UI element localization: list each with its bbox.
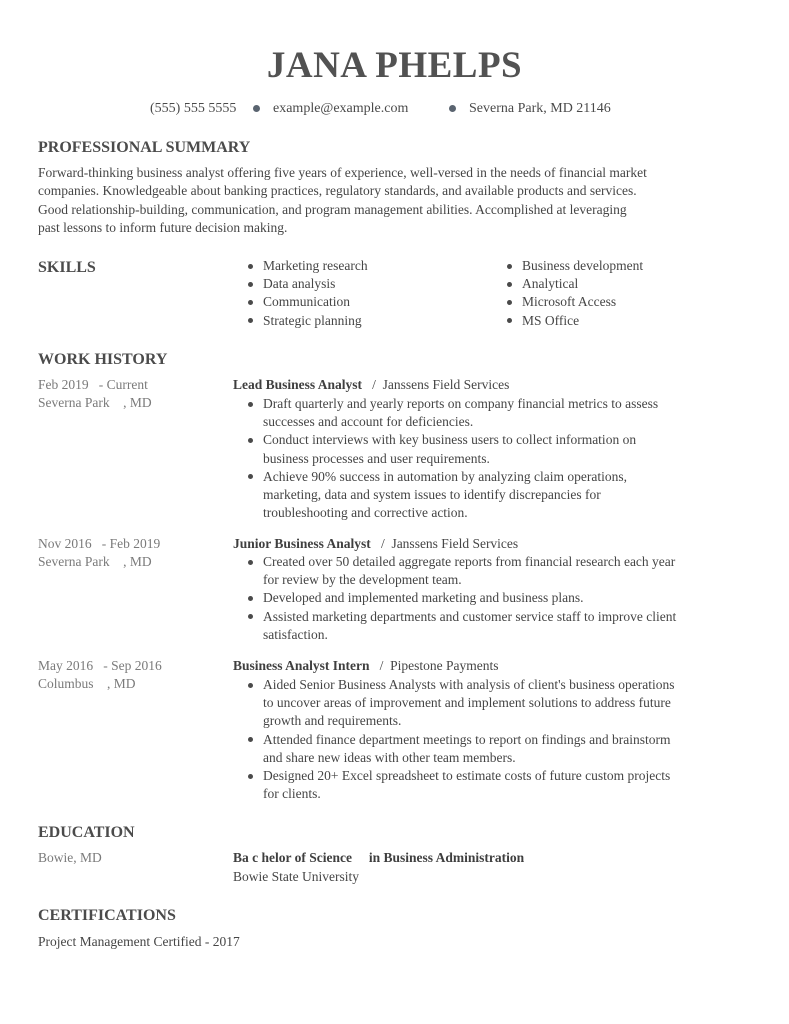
- job-title-line: [233, 535, 518, 553]
- skill-item: Microsoft Access: [502, 293, 742, 311]
- job-bullet: Conduct interviews with key business users to collect information on business processes and user requirements.: [243, 431, 683, 467]
- job-bullets: [243, 553, 683, 644]
- job-bullet: Assisted marketing departments and customer service staff to improve client satisfaction.: [243, 608, 683, 644]
- job-bullet: Designed 20+ Excel spreadsheet to estimate costs of future custom projects for clients.: [243, 767, 683, 803]
- skill-item: Analytical: [502, 275, 742, 293]
- summary-text: Forward-thinking business analyst offering five years of experience, well-versed in the needs of financial market companies. Knowledgeable about banking practices, regulatory standards, and available products and services. Good relationship-building, communication, and program management abilities. Accomplished at leveraging past lessons to inform future decision making.: [38, 165, 647, 236]
- skill-item: MS Office: [502, 312, 742, 330]
- skill-item: Data analysis: [243, 275, 483, 293]
- job-location: Columbus , MD: [38, 676, 136, 691]
- skill-item: Strategic planning: [243, 312, 483, 330]
- job-role: Lead Business Analyst: [233, 377, 363, 392]
- job-location: Severna Park , MD: [38, 395, 152, 410]
- education-degree: [233, 849, 524, 867]
- job-title-line: [233, 657, 499, 675]
- skills-heading: SKILLS: [38, 259, 96, 276]
- skills-list-right: [502, 257, 742, 330]
- education-location: Bowie, MD: [38, 850, 102, 865]
- job-company: / Pipestone Payments: [369, 658, 499, 673]
- phone-number: (555) 555 5555: [150, 101, 237, 116]
- skill-item: Marketing research: [243, 257, 483, 275]
- job-title-line: [233, 376, 509, 394]
- skill-item: Communication: [243, 293, 483, 311]
- job-bullets: [243, 395, 683, 522]
- candidate-name: JANA PHELPS: [266, 45, 523, 86]
- job-bullet: Achieve 90% success in automation by analyzing claim operations, marketing, data and system issues to identify discrepancies for troubleshooting and corrective action.: [243, 468, 683, 523]
- job-dates: Feb 2019 - Current: [38, 377, 148, 392]
- job-bullet: Draft quarterly and yearly reports on company financial metrics to assess successes and account for deficiencies.: [243, 395, 683, 431]
- job-dates: May 2016 - Sep 2016: [38, 658, 162, 673]
- location: Severna Park, MD 21146: [469, 101, 611, 116]
- job-dates: Nov 2016 - Feb 2019: [38, 536, 161, 551]
- degree-name: Ba c helor of Science in Business Administration: [233, 850, 525, 865]
- separator-dot-icon: [253, 99, 260, 119]
- skills-list-left: [243, 257, 483, 330]
- job-bullet: Attended finance department meetings to report on findings and brainstorm and share new ideas with other team members.: [243, 731, 683, 767]
- education-school: Bowie State University: [233, 869, 359, 884]
- job-bullet: Aided Senior Business Analysts with analysis of client's business operations to uncover areas of improvement and implement solutions to address future growth and requirements.: [243, 676, 683, 731]
- job-role: Junior Business Analyst: [233, 536, 371, 551]
- email-address: example@example.com: [273, 101, 409, 116]
- certifications-heading: CERTIFICATIONS: [38, 907, 176, 924]
- job-company: / Janssens Field Services: [370, 536, 519, 551]
- separator-dot-icon: [449, 99, 456, 119]
- job-bullet: Developed and implemented marketing and business plans.: [243, 589, 683, 607]
- work-history-heading: WORK HISTORY: [38, 351, 168, 368]
- job-role: Business Analyst Intern: [233, 658, 370, 673]
- summary-heading: PROFESSIONAL SUMMARY: [38, 139, 251, 156]
- education-heading: EDUCATION: [38, 824, 135, 841]
- certification-item: Project Management Certified - 2017: [38, 934, 240, 949]
- skill-item: Business development: [502, 257, 742, 275]
- job-company: / Janssens Field Services: [362, 377, 510, 392]
- job-location: Severna Park , MD: [38, 554, 152, 569]
- job-bullets: [243, 676, 683, 803]
- contact-line: [0, 99, 789, 119]
- job-bullet: Created over 50 detailed aggregate reports from financial research each year for review by the development team.: [243, 553, 683, 589]
